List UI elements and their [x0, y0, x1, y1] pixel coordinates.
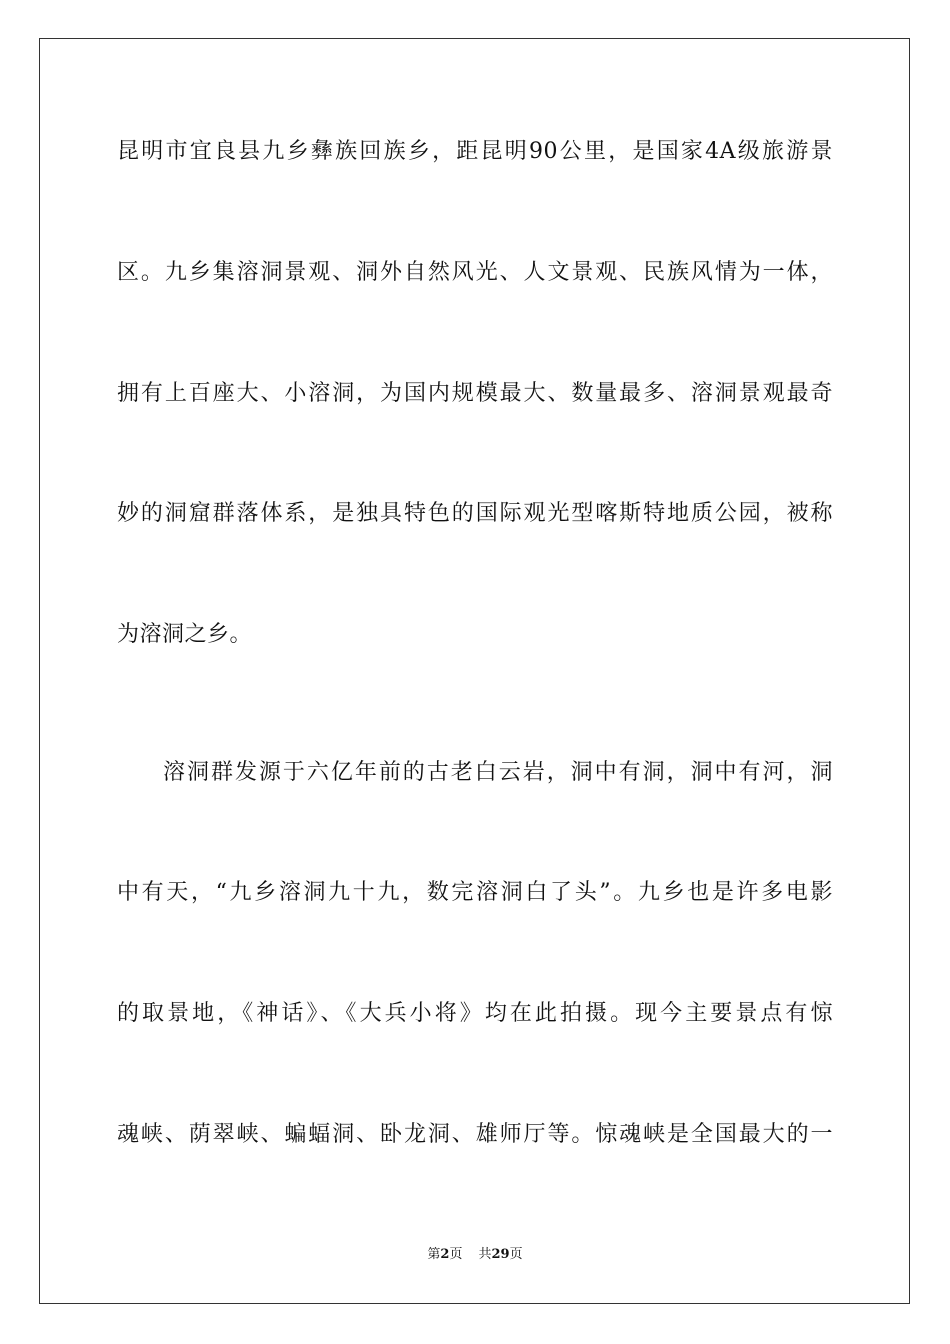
page-footer [0, 1246, 950, 1264]
text-line: 中有天，“九乡溶洞九十九，数完溶洞白了头”。九乡也是许多电影 [117, 880, 833, 905]
page-prefix: 第 [427, 1247, 441, 1262]
text-line: 妙的洞窟群落体系，是独具特色的国际观光型喀斯特地质公园，被称 [117, 501, 833, 526]
total-prefix: 共 [478, 1247, 492, 1262]
total-suffix: 页 [509, 1247, 523, 1262]
text-line: 区。九乡集溶洞景观、洞外自然风光、人文景观、民族风情为一体， [117, 260, 833, 285]
text-line: 为溶洞之乡。 [117, 622, 253, 647]
text-line: 魂峡、荫翠峡、蝙蝠洞、卧龙洞、雄师厅等。惊魂峡是全国最大的一 [117, 1122, 833, 1147]
page-suffix: 页 [449, 1247, 463, 1262]
page-number: 2 [440, 1247, 450, 1262]
total-pages: 29 [491, 1247, 510, 1262]
text-line: 溶洞群发源于六亿年前的古老白云岩，洞中有洞，洞中有河，洞 [163, 760, 833, 785]
page-frame [39, 38, 910, 1304]
text-line: 的取景地，《神话》、《大兵小将》均在此拍摄。现今主要景点有惊 [117, 1001, 833, 1026]
text-line: 昆明市宜良县九乡彝族回族乡，距昆明90公里，是国家4A级旅游景 [117, 139, 833, 164]
text-line: 拥有上百座大、小溶洞，为国内规模最大、数量最多、溶洞景观最奇 [117, 381, 833, 406]
